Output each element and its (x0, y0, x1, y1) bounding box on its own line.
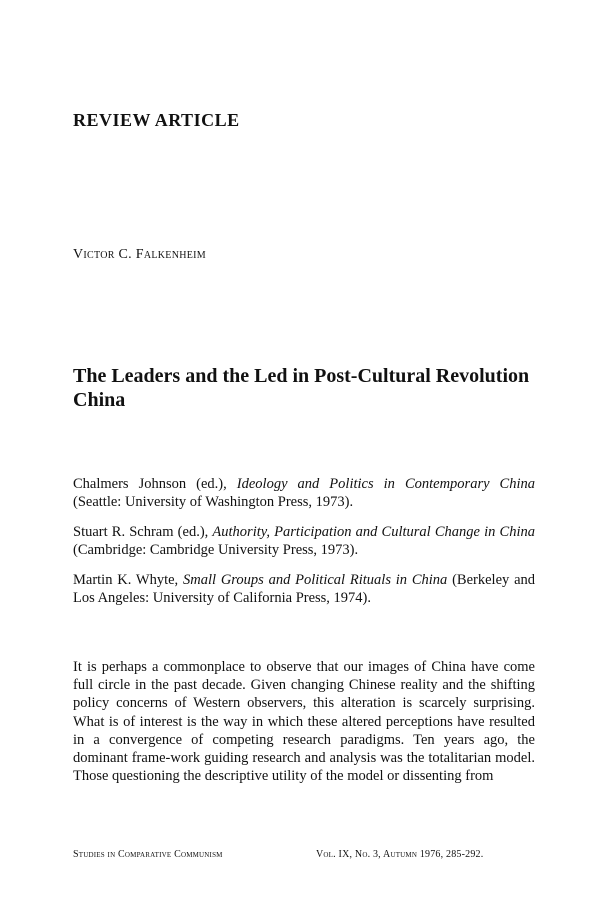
reviewed-book-entry (73, 523, 535, 559)
body-paragraph: It is perhaps a commonplace to observe that our images of China have come full circle in the past decade. Given changing Chinese reality and the shifting policy concerns of Western observers, this alteration is scarcely surprising. What is of interest is the way in which these altered perceptions have resulted in a convergence of competing research paradigms. Ten years ago, the dominant frame-work guiding research and analysis was the totalitarian model. Those questioning the descriptive utility of the model or dissenting from (73, 659, 535, 785)
book-title: Ideology and Politics in Contemporary China (236, 476, 535, 492)
section-label: REVIEW ARTICLE (73, 110, 240, 130)
journal-name: Studies in Comparative Communism (73, 849, 223, 860)
author-name: Victor C. Falkenheim (73, 247, 206, 262)
book-publication: (Cambridge: Cambridge University Press, 1973). (73, 542, 359, 558)
article-title: The Leaders and the Led in Post-Cultural Revolution China (73, 365, 530, 411)
book-publication: (Berkeley and Los Angeles: University of California Press, 1974). (73, 572, 535, 606)
book-editor: Stuart R. Schram (ed.), (73, 524, 213, 540)
book-title: Small Groups and Political Rituals in China (182, 572, 448, 588)
book-author: Martin K. Whyte, (73, 572, 183, 588)
book-publication: (Seattle: University of Washington Press, 1973). (73, 494, 354, 510)
book-title: Authority, Participation and Cultural Change in China (212, 524, 535, 540)
reviewed-books-list (73, 475, 535, 619)
journal-citation: Vol. IX, No. 3, Autumn 1976, 285-292. (316, 849, 484, 860)
book-editor: Chalmers Johnson (ed.), (73, 476, 237, 492)
reviewed-book-entry (73, 571, 535, 607)
reviewed-book-entry (73, 475, 535, 511)
